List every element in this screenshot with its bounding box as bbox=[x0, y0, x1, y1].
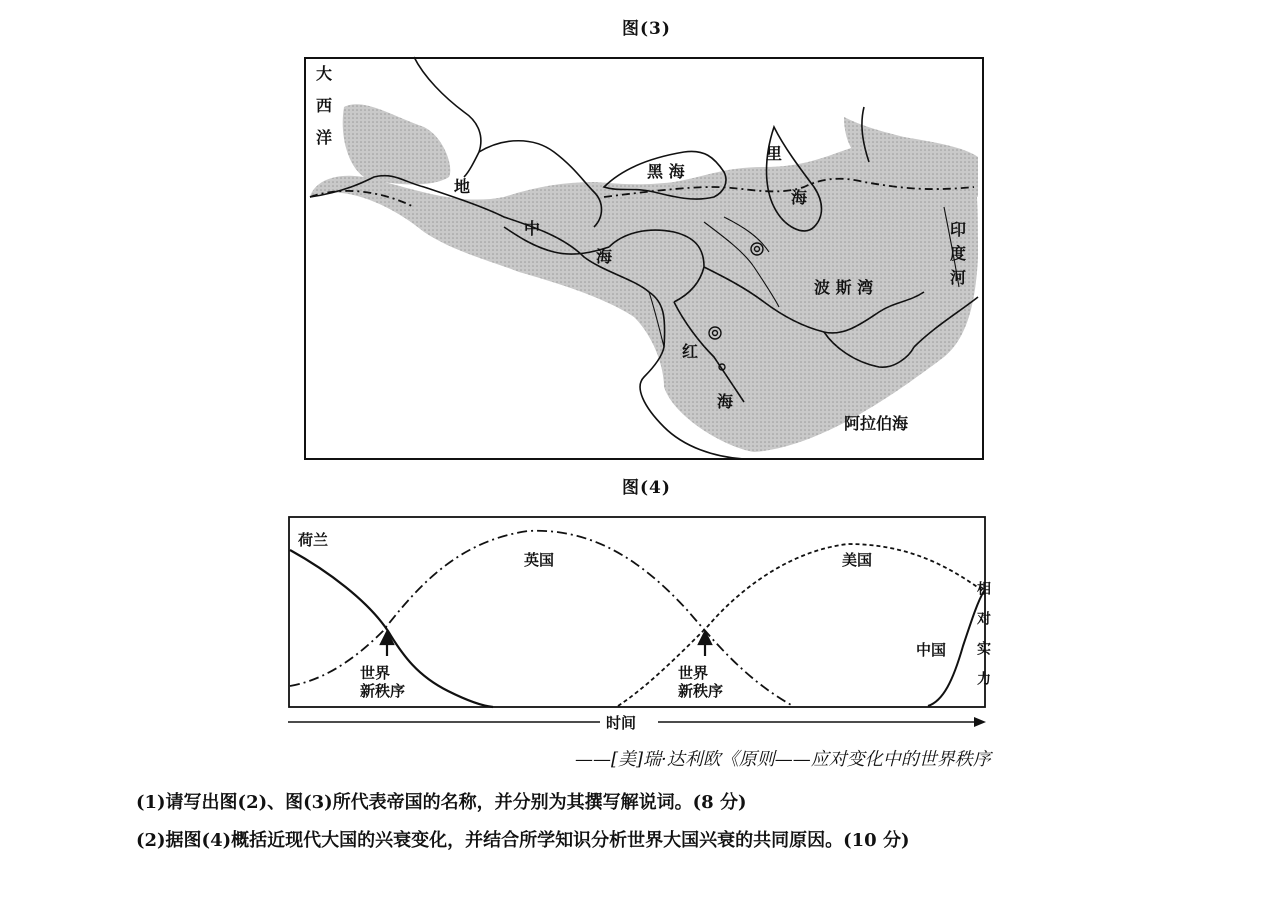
series-label-china: 中国 bbox=[916, 641, 947, 659]
power-cycle-chart bbox=[288, 516, 991, 736]
figure-3-title: 图(3) bbox=[622, 19, 671, 39]
source-citation: ——[美]瑞·达利欧《原则——应对变化中的世界秩序 bbox=[575, 749, 991, 770]
label-caspian-hai: 海 bbox=[791, 188, 808, 207]
label-med-zhong: 中 bbox=[524, 219, 541, 238]
label-red-hong: 红 bbox=[682, 342, 699, 361]
label-med-hai: 海 bbox=[596, 247, 613, 266]
x-axis-label: 时间 bbox=[606, 714, 637, 732]
label-indus: 印度河 bbox=[950, 220, 967, 287]
y-axis-label: 相对实力 bbox=[975, 581, 991, 685]
label-med-di: 地 bbox=[454, 177, 471, 196]
series-label-britain: 英国 bbox=[524, 551, 555, 569]
label-caspian-li: 里 bbox=[766, 144, 783, 163]
label-black-sea: 黑 海 bbox=[647, 162, 685, 181]
label-red-hai: 海 bbox=[717, 392, 734, 411]
question-2: (2)据图(4)概括近现代大国的兴衰变化，并结合所学知识分析世界大国兴衰的共同原因。(10 分) bbox=[136, 830, 910, 851]
label-arabian-sea: 阿拉伯海 bbox=[844, 414, 909, 433]
empire-map bbox=[304, 57, 984, 460]
series-label-usa: 美国 bbox=[842, 551, 873, 569]
series-label-netherlands: 荷兰 bbox=[298, 531, 329, 549]
annotation-1: 世界新秩序 bbox=[360, 664, 406, 700]
question-1: (1)请写出图(2)、图(3)所代表帝国的名称，并分别为其撰写解说词。(8 分) bbox=[136, 792, 747, 813]
label-persian-gulf: 波 斯 湾 bbox=[814, 278, 874, 297]
annotation-2: 世界新秩序 bbox=[678, 664, 724, 700]
label-atlantic: 大西洋 bbox=[316, 64, 333, 147]
figure-4-title: 图(4) bbox=[622, 478, 671, 498]
